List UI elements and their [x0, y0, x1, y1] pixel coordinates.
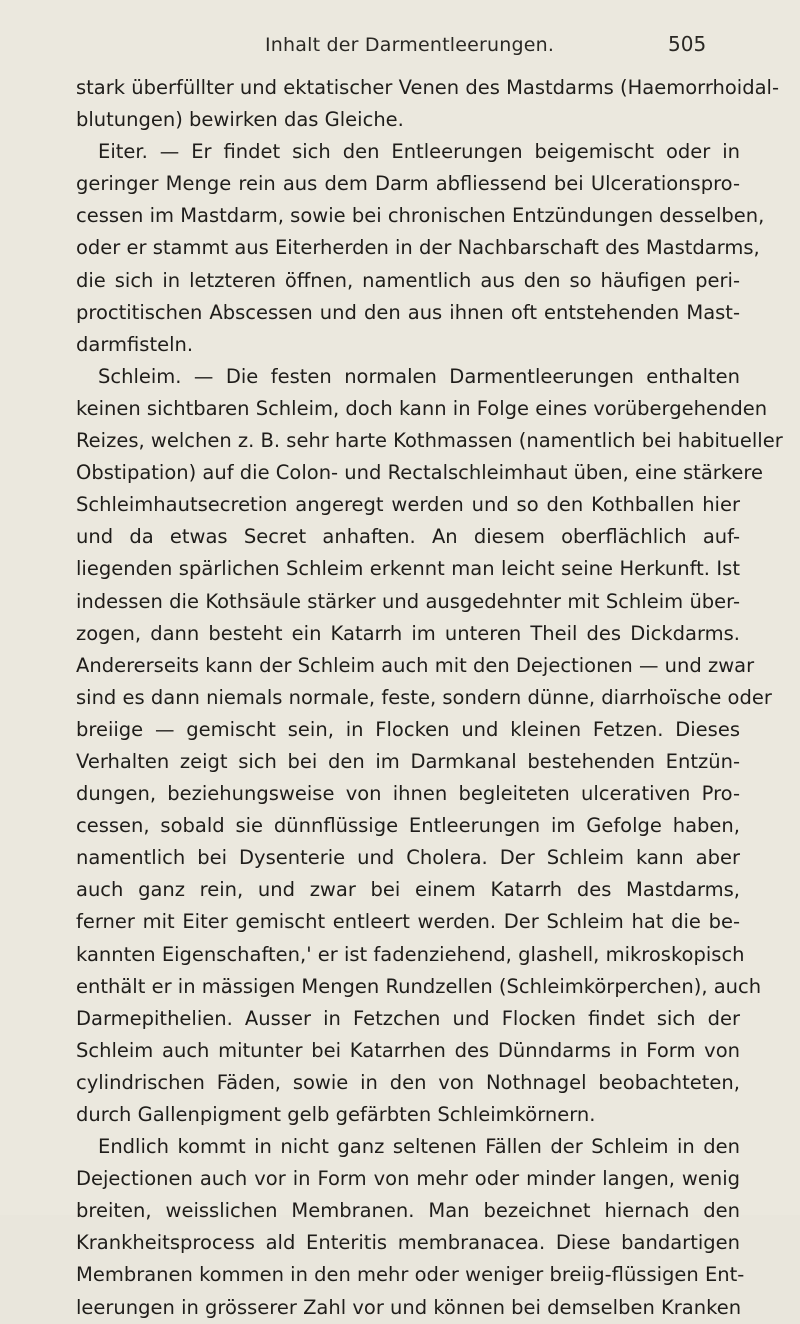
text-line: cessen, sobald sie dünnflüssige Entleerungen im Gefolge haben,	[76, 814, 740, 838]
text-line: Obstipation) auf die Colon- und Rectalschleimhaut üben, eine stärkere	[76, 461, 763, 485]
text-line: enthält er in mässigen Mengen Rundzellen (Schleimkörperchen), auch	[76, 974, 762, 998]
text-line: cessen im Mastdarm, sowie bei chronischen Entzündungen desselben,	[76, 204, 765, 228]
running-head-title: Inhalt der Darmentleerungen.	[265, 34, 555, 56]
text-line: Krankheitsprocess ald Enteritis membranacea. Diese bandartigen	[76, 1231, 740, 1255]
text-line: indessen die Kothsäule stärker und ausgedehnter mit Schleim über-	[76, 589, 740, 613]
text-line: breiige — gemischt sein, in Flocken und kleinen Fetzen. Dieses	[76, 717, 740, 741]
text-line: keinen sichtbaren Schleim, doch kann in Folge eines vorübergehenden	[76, 396, 768, 420]
text-line: ferner mit Eiter gemischt entleert werden. Der Schleim hat die be-	[76, 910, 740, 934]
text-line: namentlich bei Dysenterie und Cholera. Der Schleim kann aber	[76, 846, 740, 870]
text-line: Darmepithelien. Ausser in Fetzchen und Flocken findet sich der	[76, 1006, 740, 1030]
text-line: proctitischen Abscessen und den aus ihnen oft entstehenden Mast-	[76, 300, 740, 324]
text-line: darmfisteln.	[76, 332, 194, 356]
text-line: Andererseits kann der Schleim auch mit den Dejectionen — und zwar	[76, 653, 755, 677]
text-line: Eiter. — Er findet sich den Entleerungen beigemischt oder in	[98, 140, 740, 164]
text-line: die sich in letzteren öffnen, namentlich aus den so häufigen peri-	[76, 268, 740, 292]
text-line: liegenden spärlichen Schleim erkennt man leicht seine Herkunft. Ist	[76, 557, 740, 581]
text-line: kannten Eigenschaften,' er ist fadenziehend, glashell, mikroskopisch	[76, 942, 745, 966]
text-line: Verhalten zeigt sich bei den im Darmkanal bestehenden Entzün-	[76, 749, 740, 773]
text-line: durch Gallenpigment gelb gefärbten Schleimkörnern.	[76, 1103, 596, 1126]
text-line: leerungen in grösserer Zahl vor und können bei demselben Kranken	[76, 1295, 742, 1319]
text-line: geringer Menge rein aus dem Darm abfliessend bei Ulcerationspro-	[76, 172, 740, 196]
text-line: sind es dann niemals normale, feste, sondern dünne, diarrhoïsche oder	[76, 685, 772, 709]
text-line: dungen, beziehungsweise von ihnen begleiteten ulcerativen Pro-	[76, 782, 740, 806]
text-line: oder er stammt aus Eiterherden in der Nachbarschaft des Mastdarms,	[76, 236, 760, 260]
text-line: cylindrischen Fäden, sowie in den von Nothnagel beobachteten,	[76, 1070, 740, 1094]
body-text	[76, 72, 783, 1324]
text-line: stark überfüllter und ektatischer Venen des Mastdarms (Haemorrhoidal-	[76, 76, 780, 99]
text-line: Endlich kommt in nicht ganz seltenen Fällen der Schleim in den	[98, 1135, 740, 1159]
running-head	[0, 14, 800, 54]
text-line: breiten, weisslichen Membranen. Man bezeichnet hiernach den	[76, 1199, 740, 1223]
text-line: Dejectionen auch vor in Form von mehr oder minder langen, wenig	[76, 1167, 740, 1191]
text-line: blutungen) bewirken das Gleiche.	[76, 108, 404, 132]
text-line: Reizes, welchen z. B. sehr harte Kothmassen (namentlich bei habitueller	[76, 429, 783, 453]
page-number: 505	[668, 32, 707, 56]
text-line: Schleim auch mitunter bei Katarrhen des Dünndarms in Form von	[76, 1038, 740, 1062]
text-line: und da etwas Secret anhaften. An diesem oberflächlich auf-	[76, 525, 740, 549]
text-line: Membranen kommen in den mehr oder weniger breiig-flüssigen Ent-	[76, 1263, 745, 1287]
text-line: Schleim. — Die festen normalen Darmentleerungen enthalten	[98, 364, 740, 388]
text-line: auch ganz rein, und zwar bei einem Katarrh des Mastdarms,	[76, 878, 740, 902]
text-line: zogen, dann besteht ein Katarrh im unteren Theil des Dickdarms.	[76, 621, 740, 645]
text-line: Schleimhautsecretion angeregt werden und so den Kothballen hier	[76, 493, 740, 517]
